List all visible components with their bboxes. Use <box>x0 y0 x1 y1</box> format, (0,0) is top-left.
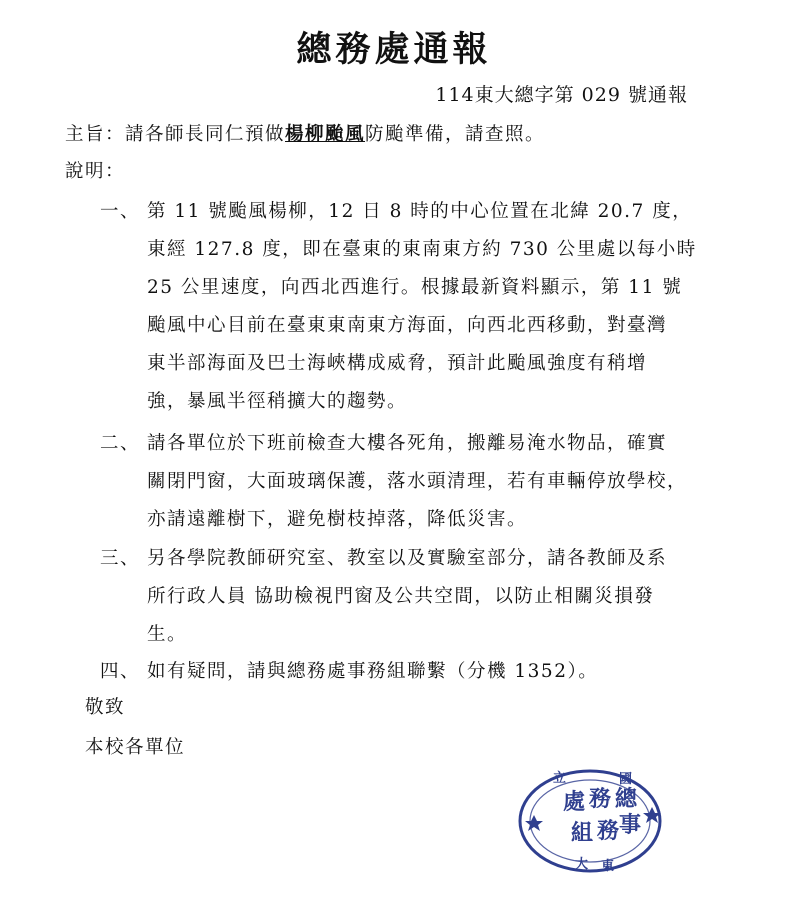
item-text-line: 25 公里速度，向西北西進行。根據最新資料顯示，第 11 號 <box>147 277 683 298</box>
item-text-line: 第 11 號颱風楊柳，12 日 8 時的中心位置在北緯 20.7 度， <box>147 201 693 222</box>
svg-text:大: 大 <box>575 857 589 872</box>
svg-text:立: 立 <box>553 771 567 786</box>
svg-text:務: 務 <box>597 819 620 844</box>
svg-text:組: 組 <box>571 821 594 846</box>
svg-text:事: 事 <box>619 813 642 838</box>
svg-text:國: 國 <box>619 772 633 787</box>
document-number: 114東大總字第 029 號通報 <box>435 84 688 106</box>
item-text-line: 東半部海面及巴士海峽構成威脅，預計此颱風強度有稍增 <box>147 353 648 374</box>
svg-text:東: 東 <box>601 859 615 874</box>
subject-suffix: 防颱準備，請查照。 <box>365 124 546 145</box>
subject-highlight: 楊柳颱風 <box>285 124 366 145</box>
item-number: 二、 <box>100 433 141 454</box>
svg-text:總: 總 <box>615 787 638 812</box>
item-text-line: 強，暴風半徑稍擴大的趨勢。 <box>147 391 408 412</box>
svg-text:處: 處 <box>563 790 586 815</box>
item-text-line: 請各單位於下班前檢查大樓各死角，搬離易淹水物品，確實 <box>147 433 668 454</box>
item-text-line: 亦請遠離樹下，避免樹枝掉落，降低災害。 <box>147 509 528 530</box>
item-text-line: 另各學院教師研究室、教室以及實驗室部分，請各教師及系 <box>147 548 668 569</box>
subject-prefix: 主旨：請各師長同仁預做 <box>65 124 286 145</box>
closing-salutation: 敬致 <box>85 697 126 718</box>
explain-label: 說明： <box>65 161 126 182</box>
item-number: 一、 <box>100 201 141 222</box>
item-text-line: 如有疑問，請與總務處事務組聯繫（分機 1352）。 <box>147 661 599 682</box>
item-number: 三、 <box>100 548 141 569</box>
document-title: 總務處通報 <box>296 30 492 70</box>
item-number: 四、 <box>100 661 141 682</box>
seal-star-left <box>525 815 543 831</box>
subject-line <box>65 120 545 146</box>
item-text-line: 生。 <box>147 624 188 645</box>
official-seal-stamp <box>515 766 665 876</box>
recipient-line: 本校各單位 <box>85 737 186 758</box>
svg-text:務: 務 <box>589 787 612 812</box>
item-text-line: 颱風中心目前在臺東東南東方海面，向西北西移動，對臺灣 <box>147 315 668 336</box>
item-text-line: 關閉門窗，大面玻璃保護，落水頭清理，若有車輛停放學校， <box>147 471 688 492</box>
item-text-line: 所行政人員 協助檢視門窗及公共空間，以防止相關災損發 <box>147 586 655 607</box>
item-text-line: 東經 127.8 度，即在臺東的東南東方約 730 公里處以每小時 <box>147 239 697 260</box>
